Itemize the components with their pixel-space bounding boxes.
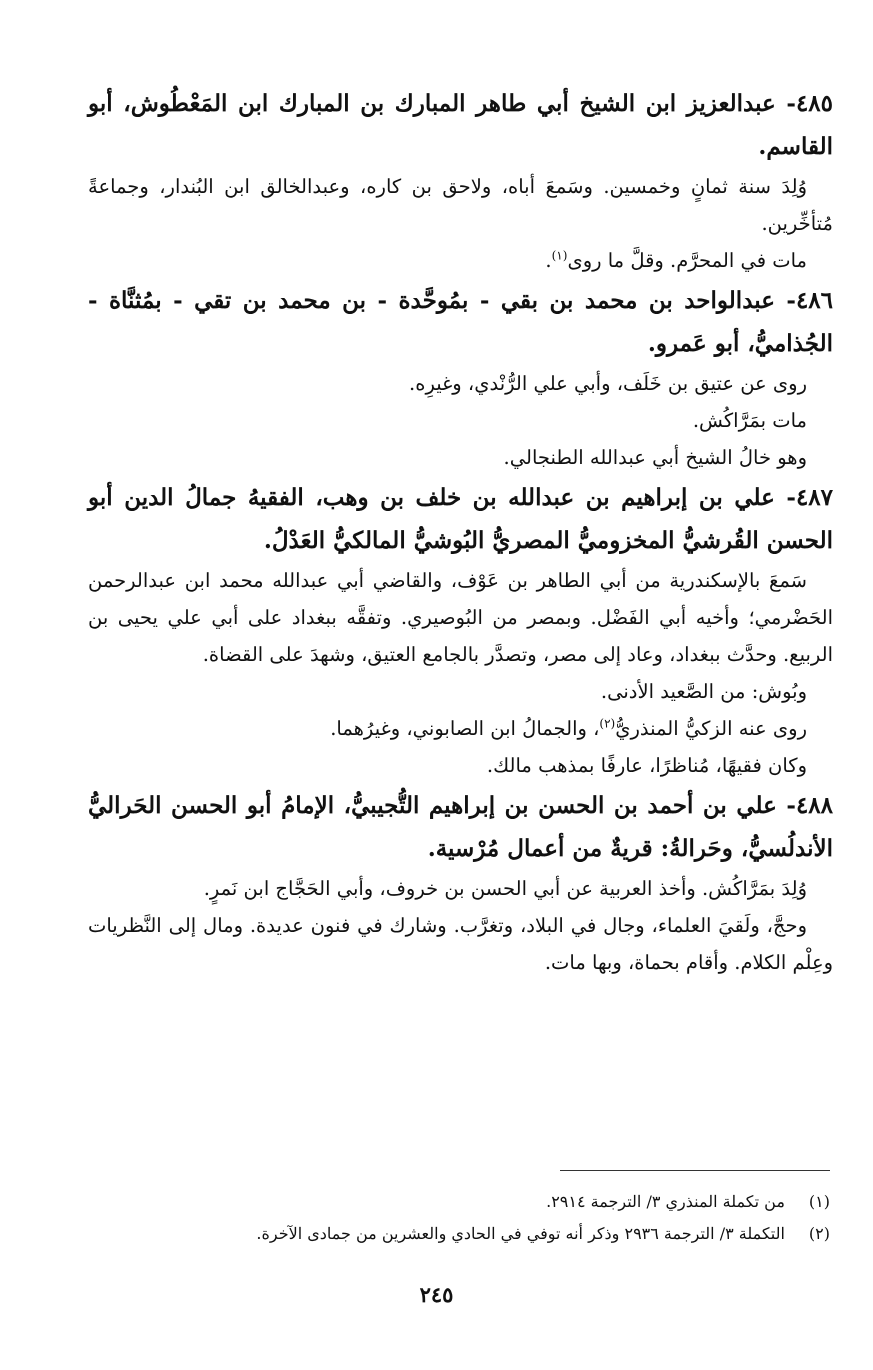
footnote-2 xyxy=(95,1218,830,1250)
entry-paragraph: وحجَّ، ولَقيَ العلماء، وجال في البلاد، وتغرَّب. وشارك في فنون عديدة. ومال إلى النَّظريات وعِلْم الكلام. وأقام بحماة، وبها مات. xyxy=(88,914,833,974)
paragraph-text: ، والجمالُ ابن الصابوني، وغيرُهما. xyxy=(330,717,600,740)
entry-paragraph xyxy=(88,242,833,279)
footnote-reference-2[interactable]: (٢) xyxy=(599,716,616,731)
entry-paragraph: روى عن عتيق بن خَلَف، وأبي علي الرُّنْدي، وغيرِه. xyxy=(409,372,807,395)
footnote-text: من تكملة المنذري ٣/ الترجمة ٢٩١٤. xyxy=(546,1192,785,1211)
footnote-text: التكملة ٣/ الترجمة ٢٩٣٦ وذكر أنه توفي في الحادي والعشرين من جمادى الآخرة. xyxy=(256,1224,785,1243)
entry-paragraph: وكان فقيهًا، مُناظرًا، عارفًا بمذهب مالك. xyxy=(486,754,807,777)
entry-heading-486: ٤٨٦- عبدالواحد بن محمد بن بقي - بمُوحَّدة - بن محمد بن تقي - بمُثنَّاة - الجُذاميُّ، أبو عَمرو. xyxy=(88,287,833,357)
entry-heading-487: ٤٨٧- علي بن إبراهيم بن عبدالله بن خلف بن وهب، الفقيهُ جمالُ الدين أبو الحسن القُرشيُّ المخزوميُّ المصريُّ البُوشيُّ المالكيُّ العَدْلُ. xyxy=(88,484,833,554)
footnotes xyxy=(95,1186,830,1250)
page-number: ٢٤٥ xyxy=(419,1282,454,1307)
paragraph-text: مات في المحرَّم. وقلَّ ما روى xyxy=(567,249,807,272)
entry-heading-485: ٤٨٥- عبدالعزيز ابن الشيخ أبي طاهر المبارك بن المبارك ابن المَعْطُوش، أبو القاسم. xyxy=(88,90,833,160)
footnote-number: (٢) xyxy=(808,1224,830,1243)
paragraph-text: روى عنه الزكيُّ المنذريُّ xyxy=(615,717,807,740)
page-body xyxy=(88,82,833,981)
paragraph-end: . xyxy=(545,249,552,272)
footnote-1 xyxy=(95,1186,830,1218)
entry-paragraph: وُلِدَ بمَرَّاكُش. وأخذ العربية عن أبي الحسن بن خروف، وأبي الحَجَّاج ابن نَمرٍ. xyxy=(203,877,807,900)
footnote-reference-1[interactable]: (١) xyxy=(551,248,568,263)
entry-paragraph: وُلِدَ سنة ثمانٍ وخمسين. وسَمعَ أباه، ولاحق بن كاره، وعبدالخالق ابن البُندار، وجماعةً مُتأخِّرين. xyxy=(88,175,833,235)
entry-paragraph: وهو خالُ الشيخ أبي عبدالله الطنجالي. xyxy=(503,446,807,469)
footnote-number: (١) xyxy=(808,1192,830,1211)
footnote-separator xyxy=(560,1170,830,1171)
entry-heading-488: ٤٨٨- علي بن أحمد بن الحسن بن إبراهيم التُّجيبيُّ، الإمامُ أبو الحسن الحَراليُّ الأندلُسيُّ، وحَرالةُ: قريةٌ من أعمال مُرْسية. xyxy=(88,792,833,862)
entry-paragraph xyxy=(88,710,833,747)
entry-paragraph: وبُوش: من الصَّعيد الأدنى. xyxy=(600,680,807,703)
entry-paragraph: سَمعَ بالإسكندرية من أبي الطاهر بن عَوْف، والقاضي أبي عبدالله محمد ابن عبدالرحمن الحَضْرمي؛ وأخيه أبي الفَضْل. وبمصر من البُوصيري. وتفقَّه ببغداد على أبي علي يحيى بن الربيع. وحدَّث ببغداد، وعاد إلى مصر، وتصدَّر بالجامع العتيق، وشهدَ على القضاة. xyxy=(88,569,833,666)
entry-paragraph: مات بمَرَّاكُش. xyxy=(692,409,807,432)
